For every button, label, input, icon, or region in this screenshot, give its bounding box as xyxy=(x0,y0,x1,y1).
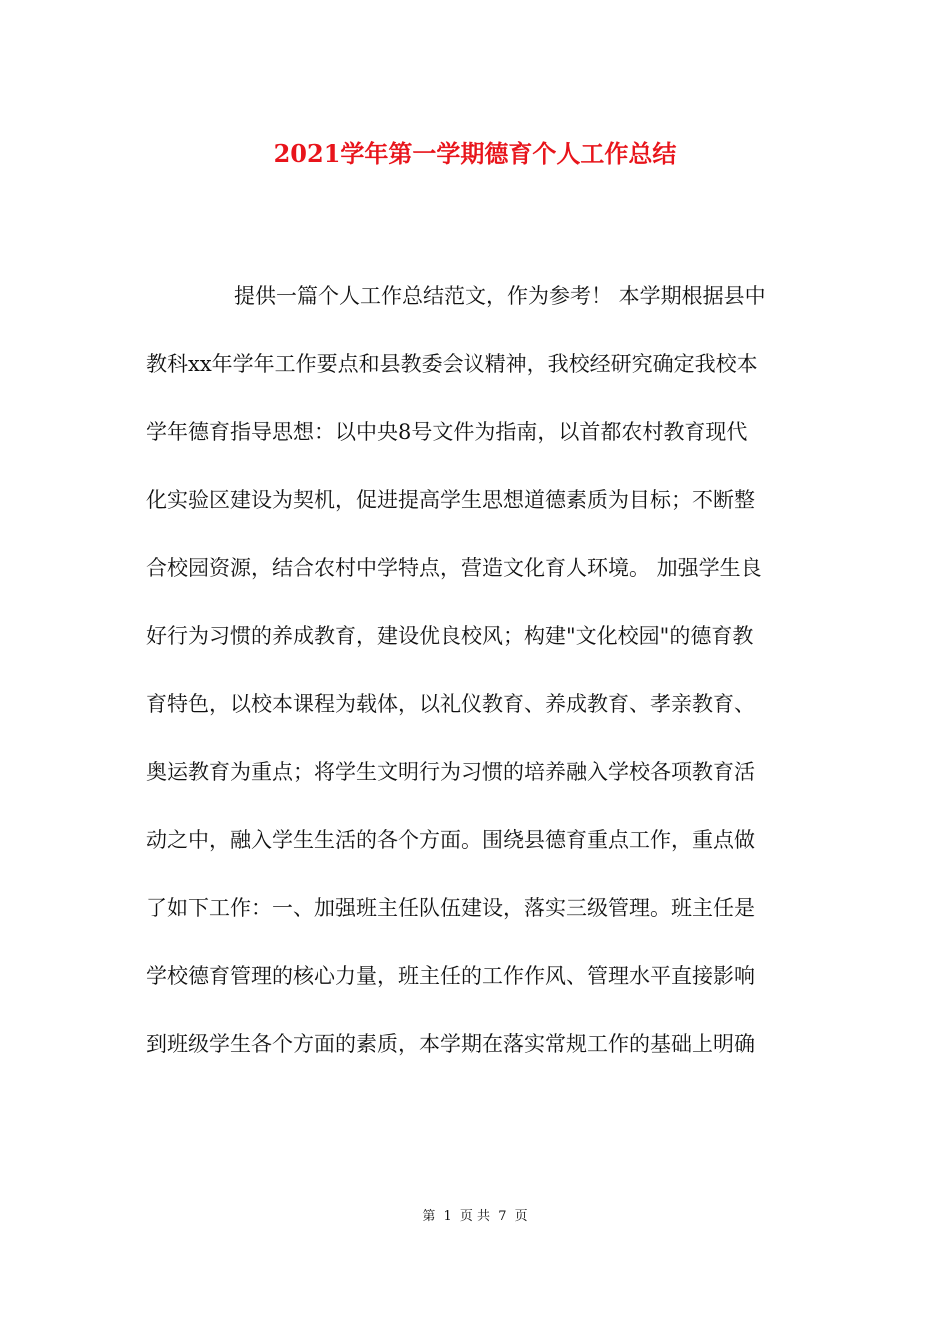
page-number-footer xyxy=(0,1207,950,1227)
body-line: 合校园资源，结合农村中学特点，营造文化育人环境。 加强学生良 xyxy=(146,556,762,580)
body-line: 化实验区建设为契机，促进提高学生思想道德素质为目标；不断整 xyxy=(146,488,755,512)
body-line: 育特色，以校本课程为载体，以礼仪教育、养成教育、孝亲教育、 xyxy=(146,692,755,716)
page-prefix: 第 xyxy=(422,1209,436,1224)
body-line: 学年德育指导思想：以中央8号文件为指南，以首都农村教育现代 xyxy=(146,420,748,444)
document-body xyxy=(146,276,806,1092)
page-total: 7 xyxy=(498,1209,507,1224)
page-current: 1 xyxy=(443,1209,452,1224)
body-line: 教科xx年学年工作要点和县教委会议精神，我校经研究确定我校本 xyxy=(146,352,758,376)
page-suffix: 页 xyxy=(514,1209,528,1224)
body-line: 提供一篇个人工作总结范文，作为参考！ 本学期根据县中 xyxy=(234,284,766,308)
body-line: 学校德育管理的核心力量，班主任的工作作风、管理水平直接影响 xyxy=(146,964,755,988)
body-line: 了如下工作：一、加强班主任队伍建设，落实三级管理。班主任是 xyxy=(146,896,755,920)
body-line: 动之中，融入学生生活的各个方面。围绕县德育重点工作，重点做 xyxy=(146,828,755,852)
page-mid: 页 共 xyxy=(459,1209,491,1224)
body-line: 奥运教育为重点；将学生文明行为习惯的培养融入学校各项教育活 xyxy=(146,760,755,784)
document-title: 2021学年第一学期德育个人工作总结 xyxy=(273,139,677,168)
body-line: 到班级学生各个方面的素质，本学期在落实常规工作的基础上明确 xyxy=(146,1032,755,1056)
body-line: 好行为习惯的养成教育，建设优良校风；构建"文化校园"的德育教 xyxy=(146,624,754,648)
